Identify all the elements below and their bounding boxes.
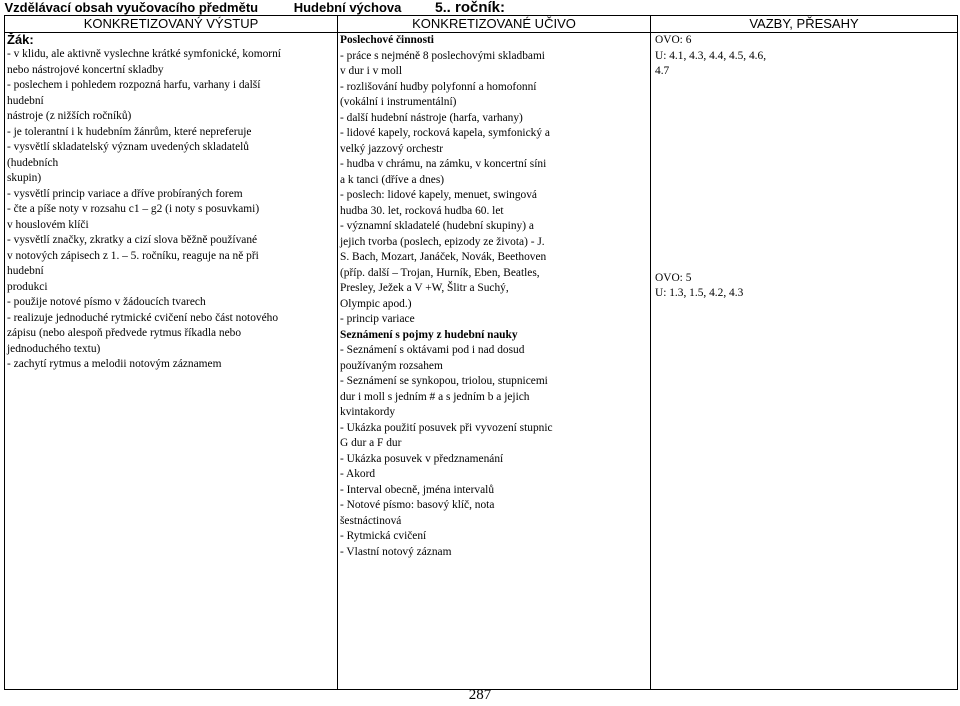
content-line: Presley, Ježek a V +W, Šlitr a Suchý, bbox=[340, 282, 509, 294]
content-line: - Interval obecně, jména intervalů bbox=[340, 483, 495, 496]
section-title-listening: Poslechové činnosti bbox=[340, 34, 434, 46]
content-line: - Seznámení s oktávami pod i nad dosud bbox=[340, 344, 525, 356]
content-line: - další hudební nástroje (harfa, varhany) bbox=[340, 111, 523, 124]
outcome-line: - vysvětlí princip variace a dříve probíraných forem bbox=[7, 187, 243, 200]
content-line: - Akord bbox=[340, 468, 376, 480]
outcome-line: - realizuje jednoduché rytmické cvičení nebo část notového bbox=[7, 311, 279, 324]
link-line: U: 4.1, 4.3, 4.4, 4.5, 4.6, bbox=[655, 49, 767, 62]
links-cell bbox=[651, 33, 958, 690]
subject-name: Hudební výchova bbox=[293, 0, 402, 15]
content-line: - rozlišování hudby polyfonní a homofonní bbox=[340, 80, 537, 93]
outcome-line: (hudebních bbox=[7, 156, 59, 169]
outcome-line: nástroje (z nižších ročníků) bbox=[7, 110, 132, 122]
content-line: Olympic apod.) bbox=[340, 297, 412, 310]
outcome-line: - zachytí rytmus a melodii notovým záznamem bbox=[7, 358, 222, 370]
content-line: - Vlastní notový záznam bbox=[340, 545, 452, 558]
outcome-line: - je tolerantní i k hudebním žánrům, které nepreferuje bbox=[7, 125, 252, 138]
outcome-line: zápisu (nebo alespoň předvede rytmus říkadla nebo bbox=[7, 327, 242, 339]
listening-list bbox=[340, 49, 648, 328]
outcome-line: skupin) bbox=[7, 172, 42, 184]
outcome-line: nebo nástrojové koncertní skladby bbox=[7, 63, 164, 76]
content-line: - Seznámení se synkopou, triolou, stupnicemi bbox=[340, 375, 548, 387]
links-block2-title: OVO: 5 bbox=[655, 271, 692, 284]
content-line: používaným rozsahem bbox=[340, 359, 443, 372]
section-title-theory: Seznámení s pojmy z hudební nauky bbox=[340, 328, 518, 341]
link-line: U: 1.3, 1.5, 4.2, 4.3 bbox=[655, 287, 744, 299]
outcomes-heading: Žák: bbox=[7, 32, 34, 47]
outcome-line: - v klidu, ale aktivně vyslechne krátké symfonické, komorní bbox=[7, 48, 281, 60]
outcome-line: - poslechem i pohledem rozpozná harfu, varhany i další bbox=[7, 79, 261, 91]
content-line: - princip variace bbox=[340, 313, 415, 325]
content-line: - Ukázka posuvek v předznamenání bbox=[340, 452, 504, 465]
outcome-line: jednoduchého textu) bbox=[7, 342, 101, 355]
outcome-line: v notových zápisech z 1. – 5. ročníku, reaguje na ně při bbox=[7, 249, 259, 262]
content-line: (příp. další – Trojan, Hurník, Eben, Beatles, bbox=[340, 266, 540, 279]
outcome-line: - vysvětlí značky, zkratky a cizí slova běžně používané bbox=[7, 234, 258, 246]
content-cell bbox=[338, 33, 651, 690]
curriculum-table bbox=[4, 0, 958, 690]
content-line: - lidové kapely, rocková kapela, symfonický a bbox=[340, 127, 550, 139]
content-line: a k tanci (dříve a dnes) bbox=[340, 173, 445, 186]
content-line: S. Bach, Mozart, Janáček, Novák, Beethoven bbox=[340, 251, 547, 263]
outcome-line: - použije notové písmo v žádoucích tvarech bbox=[7, 296, 206, 308]
content-line: - hudba v chrámu, na zámku, v koncertní síni bbox=[340, 158, 547, 170]
column-header-links: VAZBY, PŘESAHY bbox=[651, 16, 958, 33]
content-line: (vokální i instrumentální) bbox=[340, 96, 457, 108]
content-line: - Rytmická cvičení bbox=[340, 530, 427, 542]
links-block1-list bbox=[655, 49, 955, 80]
outcomes-list bbox=[7, 47, 335, 373]
subject-header-row bbox=[5, 0, 958, 16]
content-line: jejich tvorba (poslech, epizody ze života) - J. bbox=[340, 235, 545, 248]
content-line: - poslech: lidové kapely, menuet, swingová bbox=[340, 189, 537, 201]
content-line: - Ukázka použití posuvek při vyvození stupnic bbox=[340, 421, 553, 434]
column-header-row bbox=[5, 16, 958, 33]
page-number: 287 bbox=[468, 687, 492, 703]
links-block1-title: OVO: 6 bbox=[655, 34, 692, 46]
outcome-line: produkci bbox=[7, 280, 48, 293]
content-line: velký jazzový orchestr bbox=[340, 142, 444, 155]
column-header-content: KONKRETIZOVANÉ UČIVO bbox=[338, 16, 651, 33]
content-line: v dur i v moll bbox=[340, 65, 403, 77]
content-line: - práce s nejméně 8 poslechovými skladbami bbox=[340, 49, 545, 62]
links-block2-list bbox=[655, 286, 955, 302]
content-line: dur i moll s jedním # a s jedním b a jejich bbox=[340, 390, 530, 403]
content-line: - významní skladatelé (hudební skupiny) a bbox=[340, 220, 534, 232]
content-line: G dur a F dur bbox=[340, 437, 402, 449]
column-header-outcomes: KONKRETIZOVANÝ VÝSTUP bbox=[5, 16, 338, 33]
outcome-line: hudební bbox=[7, 94, 44, 107]
theory-list bbox=[340, 343, 648, 560]
content-row bbox=[5, 33, 958, 690]
content-line: hudba 30. let, rocková hudba 60. let bbox=[340, 204, 504, 217]
outcomes-cell bbox=[5, 33, 338, 690]
outcome-line: - vysvětlí skladatelský význam uvedených skladatelů bbox=[7, 141, 249, 153]
outcome-line: hudební bbox=[7, 265, 44, 277]
grade-title: 5.. ročník: bbox=[434, 0, 506, 16]
content-line: šestnáctinová bbox=[340, 514, 402, 527]
outcome-line: v houslovém klíči bbox=[7, 218, 89, 231]
subject-label: Vzdělávací obsah vyučovacího předmětu bbox=[4, 0, 259, 15]
outcome-line: - čte a píše noty v rozsahu c1 – g2 (i noty s posuvkami) bbox=[7, 203, 260, 215]
content-line: - Notové písmo: basový klíč, nota bbox=[340, 499, 495, 511]
link-line: 4.7 bbox=[655, 65, 670, 77]
content-line: kvintakordy bbox=[340, 406, 396, 418]
